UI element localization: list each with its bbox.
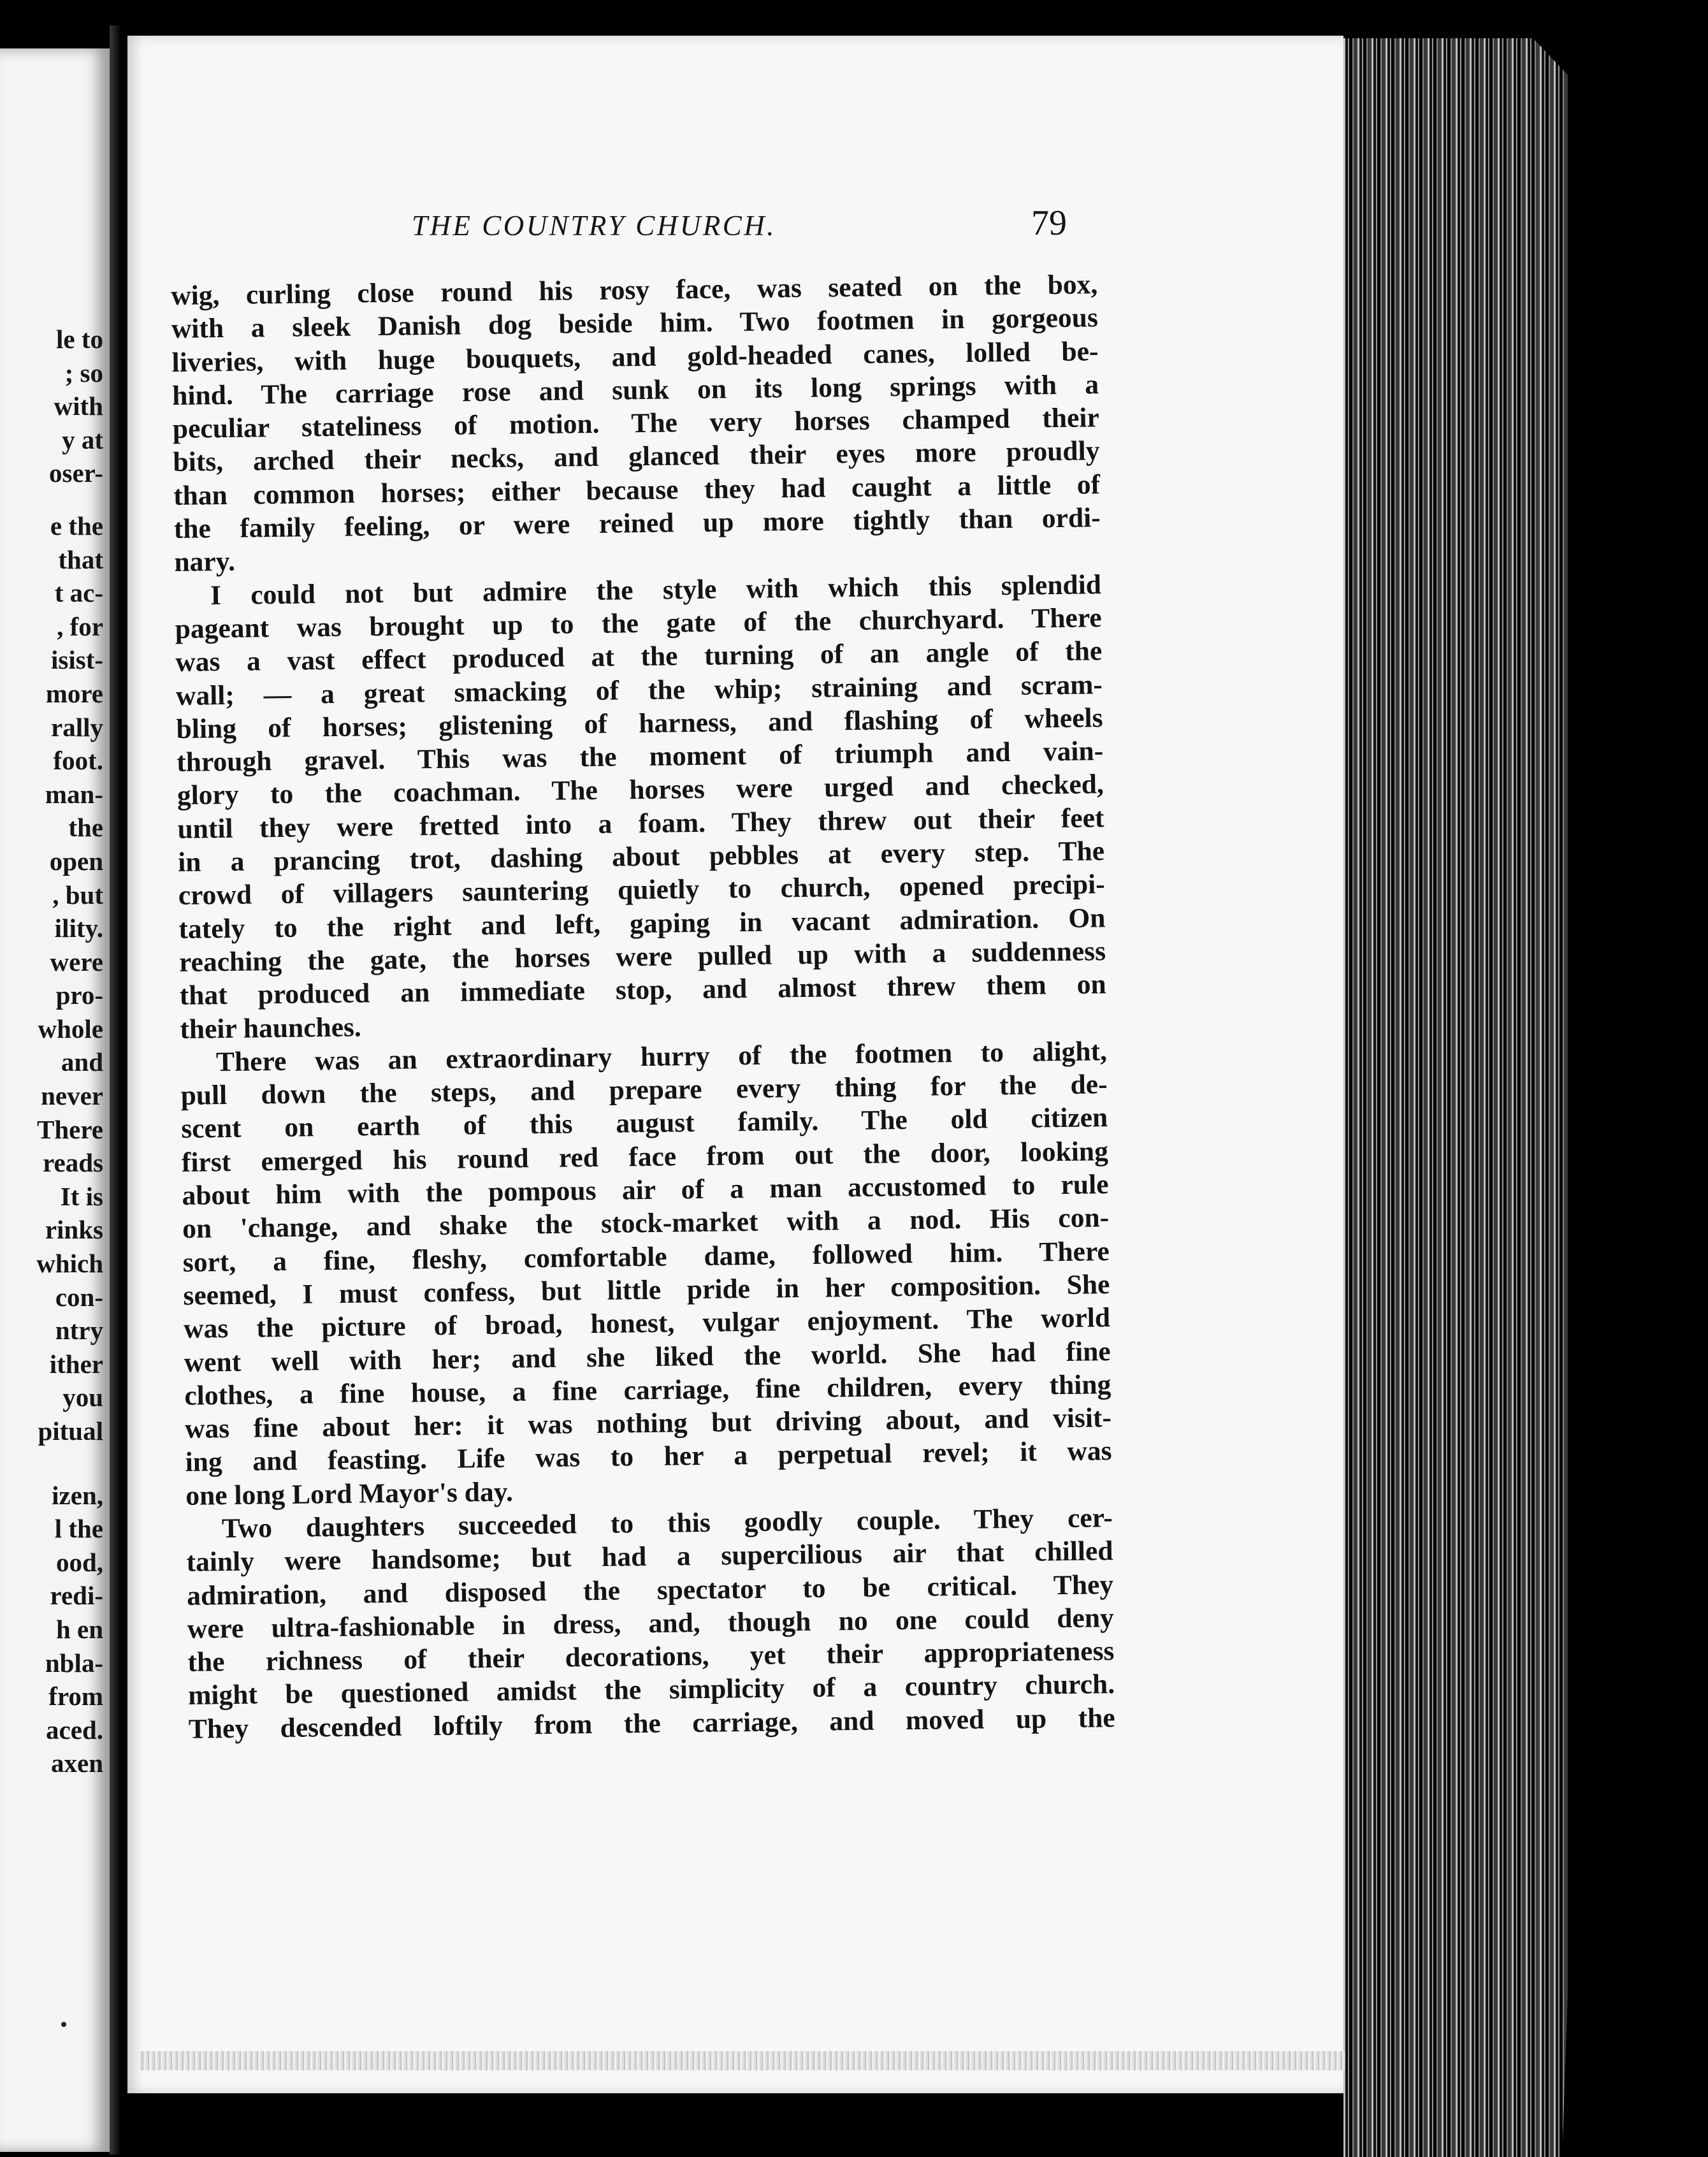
left-fragment: were (50, 947, 103, 977)
left-page-edge (0, 48, 110, 2152)
text-line: They descended loftily from the carriage, and moved up the (188, 1702, 1115, 1745)
left-fragment: with (54, 391, 103, 421)
text-line: the family feeling, or were reined up more tightly than ordi- (173, 502, 1101, 545)
left-fragment: izen, (52, 1480, 103, 1510)
left-fragment: le to (56, 324, 103, 354)
text-line: reaching the gate, the horses were pulled up with a suddenness (178, 936, 1106, 978)
left-fragment: pitual (38, 1416, 103, 1446)
left-fragment: open (49, 846, 103, 876)
left-fragment: ither (49, 1349, 103, 1379)
text-line: hind. The carriage rose and sunk on its long springs with a (171, 369, 1099, 411)
left-fragment: reads (43, 1148, 103, 1178)
text-line: that produced an immediate stop, and almost threw them on (179, 969, 1106, 1012)
left-fragment: foot. (53, 746, 103, 776)
text-line: were ultra-fashionable in dress, and, though no one could deny (187, 1602, 1115, 1645)
running-head: THE COUNTRY CHURCH. (412, 210, 777, 242)
left-fragment: rinks (45, 1215, 103, 1245)
left-fragment: whole (38, 1013, 103, 1043)
left-fragment: the (68, 813, 103, 843)
left-fragment: oser- (49, 458, 103, 488)
text-line: one long Lord Mayor's day. (185, 1476, 514, 1511)
text-line: pull down the steps, and prepare every thing for the de- (180, 1069, 1108, 1112)
left-fragment: ntry (55, 1316, 103, 1346)
left-fragment: axen (51, 1748, 103, 1778)
text-line: liveries, with huge bouquets, and gold-headed canes, lolled be- (171, 335, 1099, 378)
left-fragment: never (41, 1081, 103, 1111)
left-fragment: ility. (54, 913, 103, 943)
left-fragment: con- (55, 1282, 103, 1312)
text-line: than common horses; either because they had caught a little of (173, 468, 1101, 511)
text-line: ing and feasting. Life was to her a perpetual revel; it was (185, 1435, 1112, 1478)
text-line: sort, a fine, fleshy, comfortable dame, followed him. There (182, 1235, 1110, 1278)
text-line: peculiar stateliness of motion. The very horses champed their (172, 402, 1100, 445)
left-fragment: , but (52, 880, 103, 910)
left-fragment: aced. (46, 1715, 103, 1745)
text-line: I could not but admire the style with which this splendid (210, 569, 1102, 611)
text-line: pageant was brought up to the gate of the churchyard. There (175, 602, 1102, 644)
left-fragment: e the (50, 511, 103, 541)
text-line: went well with her; and she liked the world. She had fine (184, 1335, 1111, 1378)
left-fragment: There (36, 1114, 103, 1144)
left-fragment: ; so (64, 358, 103, 388)
text-line: until they were fretted into a foam. They threw out their feet (177, 802, 1104, 845)
text-line: glory to the coachman. The horses were urged and checked, (177, 769, 1104, 811)
text-line: about him with the pompous air of a man accustomed to rule (182, 1169, 1109, 1211)
left-fragment: y at (62, 425, 103, 454)
body-text (171, 268, 1115, 1746)
left-fragment: and (61, 1047, 103, 1077)
text-line: with a sleek Danish dog beside him. Two footmen in gorgeous (171, 302, 1099, 345)
text-line: There was an extraordinary hurry of the footmen to alight, (215, 1035, 1108, 1078)
left-fragment: h en (55, 1614, 103, 1644)
text-line: crowd of villagers sauntering quietly to church, opened precipi- (178, 869, 1106, 911)
left-fragment: pro- (55, 980, 103, 1010)
text-line: first emerged his round red face from out the door, looking (181, 1135, 1109, 1178)
left-fragment: isist- (51, 645, 103, 675)
left-fragment: l the (54, 1514, 103, 1544)
text-line: tainly were handsome; but had a supercilious air that chilled (186, 1536, 1113, 1578)
text-line: was a vast effect produced at the turning of an angle of the (175, 635, 1103, 678)
page-bottom-edge (140, 2051, 1345, 2070)
left-fragment: man- (45, 779, 103, 809)
left-fragment: nbla- (45, 1648, 103, 1678)
page-number: 79 (1031, 203, 1067, 243)
text-line: scent on earth of this august family. The old citizen (180, 1102, 1108, 1145)
left-fragment: t ac- (54, 578, 103, 608)
left-fragment: rally (51, 712, 103, 742)
left-fragment: ood, (55, 1547, 103, 1577)
left-fragment: from (48, 1681, 103, 1711)
text-line: clothes, a fine house, a fine carriage, fine children, every thing (184, 1369, 1111, 1411)
text-line: Two daughters succeeded to this goodly couple. They cer- (221, 1502, 1113, 1544)
ink-speck (61, 2022, 66, 2027)
text-line: nary. (174, 546, 236, 578)
left-fragment: , for (57, 611, 103, 641)
text-line: was fine about her: it was nothing but driving about, and visit- (184, 1402, 1112, 1444)
left-fragment: you (62, 1383, 103, 1413)
left-fragment: that (58, 544, 103, 574)
left-fragment: more (45, 678, 103, 708)
text-line: admiration, and disposed the spectator to be critical. They (186, 1569, 1114, 1611)
text-line: through gravel. This was the moment of triumph and vain- (176, 736, 1104, 778)
text-line: their haunches. (180, 1011, 362, 1045)
left-page-text-fragments (0, 323, 103, 1780)
text-line: tately to the right and left, gaping in vacant admiration. On (178, 902, 1106, 945)
text-line: on 'change, and shake the stock-market with a nod. His con- (182, 1202, 1110, 1245)
text-line: wall; — a great smacking of the whip; straining and scram- (175, 669, 1103, 711)
text-line: seemed, I must confess, but little pride in her composition. She (183, 1269, 1110, 1311)
text-line: wig, curling close round his rosy face, was seated on the box, (171, 269, 1098, 311)
text-line: the richness of their decorations, yet their appropriateness (187, 1636, 1115, 1678)
text-line: bling of horses; glistening of harness, and flashing of wheels (176, 702, 1103, 744)
left-fragment: which (36, 1249, 103, 1279)
text-line: was the picture of broad, honest, vulgar enjoyment. The world (183, 1302, 1111, 1345)
left-fragment: It is (60, 1181, 103, 1211)
text-line: might be questioned amidst the simplicity of a country church. (187, 1669, 1115, 1711)
book-gutter (110, 25, 129, 2154)
background-dark (1568, 0, 1708, 2157)
text-line: in a prancing trot, dashing about pebbles at every step. The (177, 836, 1105, 878)
left-fragment: redi- (50, 1581, 103, 1611)
text-line: bits, arched their necks, and glanced their eyes more proudly (173, 435, 1100, 478)
